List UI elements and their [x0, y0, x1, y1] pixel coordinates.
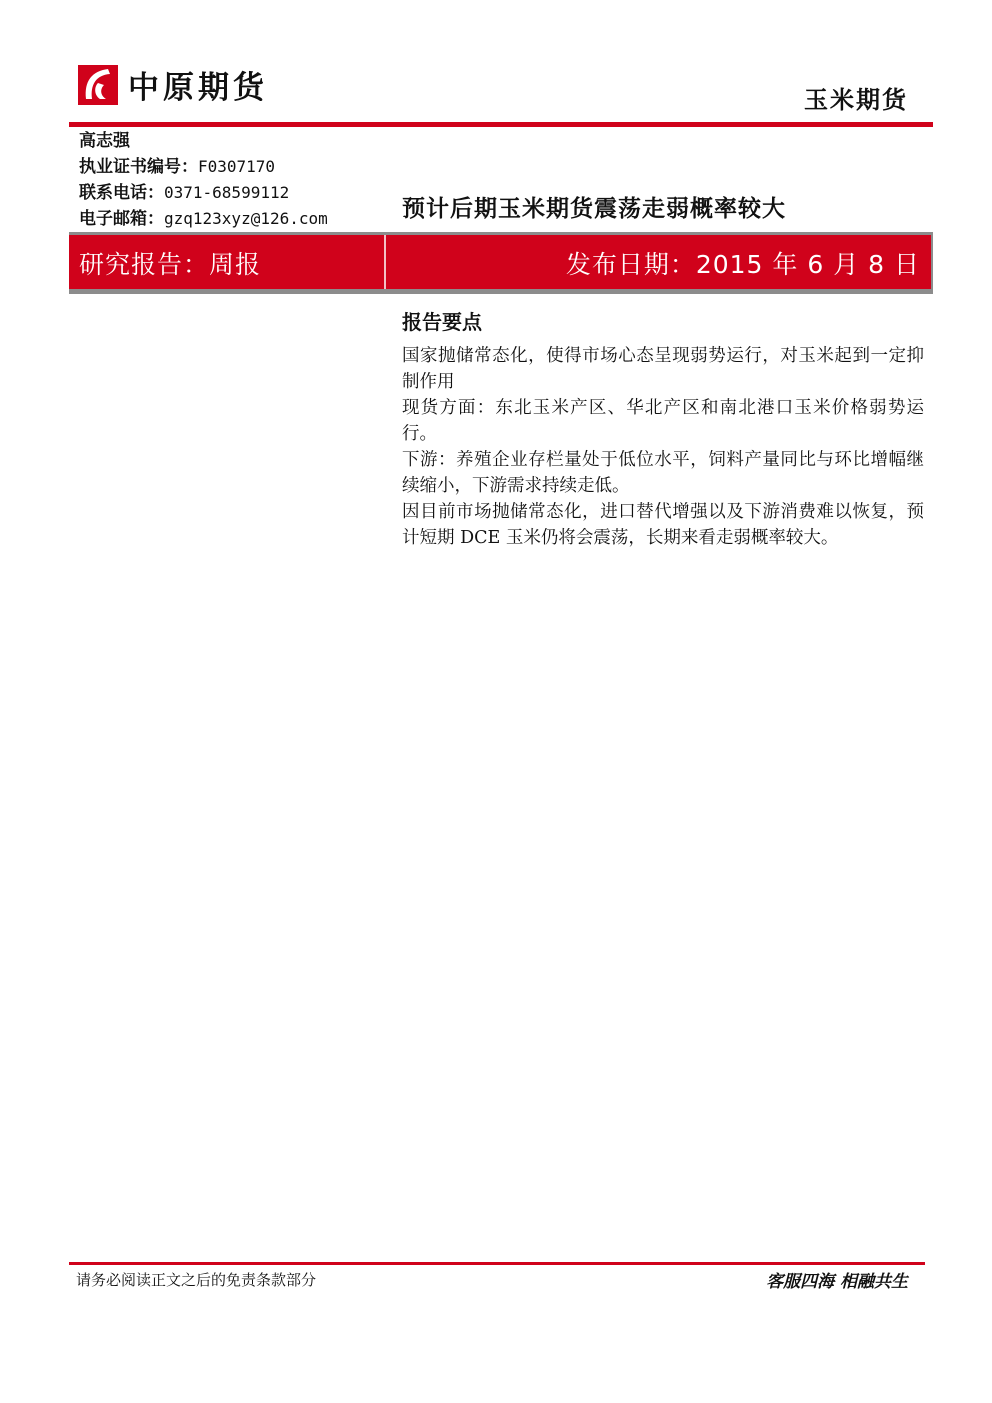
cert-value: F0307170	[198, 157, 276, 176]
cert-row	[79, 154, 328, 180]
report-headline: 预计后期玉米期货震荡走弱概率较大	[402, 196, 786, 222]
logo-text: 中原期货	[128, 70, 268, 106]
disclaimer-note: 请务必阅读正文之后的免责条款部分	[76, 1271, 317, 1289]
band-divider	[384, 235, 386, 289]
key-point-paragraph: 下游：养殖企业存栏量处于低位水平，饲料产量同比与环比增幅继续缩小，下游需求持续走低。	[402, 450, 924, 496]
key-point-paragraph: 现货方面：东北玉米产区、华北产区和南北港口玉米价格弱势运行。	[402, 398, 924, 444]
author-name: 高志强	[79, 131, 130, 151]
publish-date: 发布日期：2015 年 6 月 8 日	[565, 250, 920, 279]
author-info	[79, 128, 328, 232]
zhongyuan-futures-logo-icon	[78, 65, 118, 105]
phone-row	[79, 180, 328, 206]
footer-rule	[69, 1262, 925, 1265]
key-point-paragraph: 国家抛储常态化，使得市场心态呈现弱势运行，对玉米起到一定抑制作用	[402, 346, 924, 392]
company-logo	[78, 62, 268, 107]
key-points-title: 报告要点	[402, 310, 482, 334]
phone-label: 联系电话：	[79, 183, 164, 203]
key-points-body	[402, 343, 924, 551]
key-point-paragraph: 因目前市场抛储常态化，进口替代增强以及下游消费难以恢复，预计短期 DCE 玉米仍将会震荡，长期来看走弱概率较大。	[402, 502, 924, 548]
cert-label: 执业证书编号：	[79, 157, 198, 177]
report-category: 玉米期货	[804, 86, 908, 114]
company-slogan: 客服四海 相融共生	[766, 1272, 908, 1292]
report-type: 研究报告：周报	[79, 250, 262, 279]
email-value: gzq123xyz@126.com	[164, 209, 328, 228]
author-name-row	[79, 128, 328, 154]
email-label: 电子邮箱：	[79, 209, 164, 229]
header-rule	[69, 122, 933, 127]
email-row	[79, 206, 328, 232]
phone-value: 0371-68599112	[164, 183, 290, 202]
